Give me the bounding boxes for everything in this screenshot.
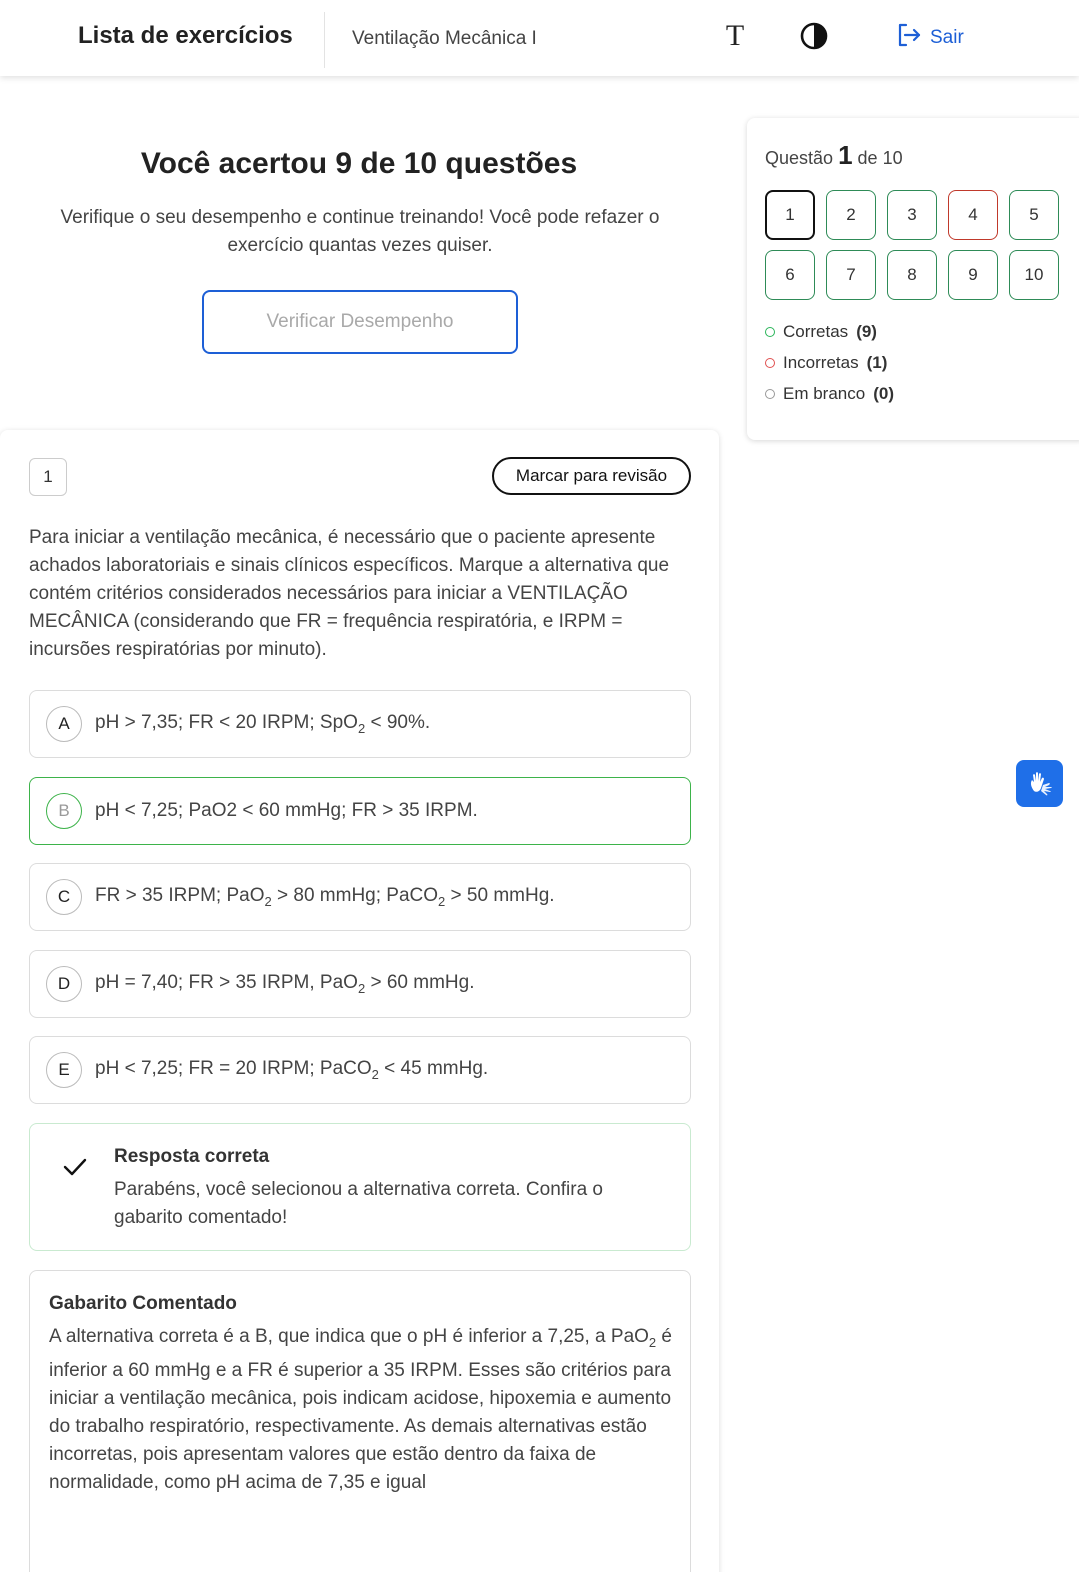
question-grid — [765, 190, 1065, 300]
legend-blank — [765, 378, 894, 409]
option-letter: D — [46, 966, 82, 1002]
wrong-dot-icon — [765, 358, 775, 368]
header-divider — [324, 12, 325, 68]
option-text-part: pH = 7,40; FR > 35 IRPM, PaO — [95, 972, 358, 994]
option-text — [95, 712, 430, 736]
option-c[interactable] — [29, 863, 691, 931]
option-text — [95, 800, 478, 822]
result-title: Resposta correta — [114, 1146, 270, 1167]
legend-wrong-count: (1) — [866, 352, 888, 372]
question-nav-2[interactable]: 2 — [826, 190, 876, 240]
option-text-part: > 80 mmHg; PaCO — [271, 885, 439, 907]
option-a[interactable] — [29, 690, 691, 758]
question-text: Para iniciar a ventilação mecânica, é necessário que o paciente apresente achados laboratoriais e sinais clínicos específicos. Marque a alternativa que contém critérios considerados necessários para iniciar a VENTILAÇÃO MECÂNICA (considerando que FR = frequência respiratória, e IRPM = incursões respiratórias por minuto). — [29, 527, 670, 660]
score-title: Você acertou 9 de 10 questões — [140, 147, 578, 180]
gabarito-text-2: é inferior a 60 mmHg e a FR é superior a 35 IRPM. Esses são critérios para iniciar a ventilação mecânica, pois indicam acidose, hipoxemia e aumento do trabalho respiratório, respectivamente. As demais alternativas estão incorretas, pois apresentam valores que estão dentro da faixa de normalidade, como pH acima de 7,35 e igual — [49, 1326, 673, 1493]
question-nav-1[interactable]: 1 — [765, 190, 815, 240]
option-e[interactable] — [29, 1036, 691, 1104]
current-question-number: 1 — [838, 140, 853, 170]
option-d[interactable] — [29, 950, 691, 1018]
logout-button[interactable] — [896, 24, 964, 52]
question-nav-10[interactable]: 10 — [1009, 250, 1059, 300]
question-prefix: Questão — [765, 148, 834, 168]
font-size-icon[interactable]: T — [725, 19, 745, 52]
page-title: Lista de exercícios — [78, 22, 293, 49]
question-nav-7[interactable]: 7 — [826, 250, 876, 300]
option-b[interactable] — [29, 777, 691, 845]
result-box — [29, 1123, 691, 1251]
option-letter: A — [46, 706, 82, 742]
gabarito-text-1: A alternativa correta é a B, que indica que o pH é inferior a 7,25, a PaO — [49, 1326, 649, 1347]
option-subscript: 2 — [357, 720, 366, 736]
sign-language-icon[interactable] — [1016, 760, 1063, 807]
question-card — [0, 430, 719, 1572]
gabarito-subscript: 2 — [648, 1334, 657, 1350]
option-text-part: pH < 7,25; FR = 20 IRPM; PaCO — [95, 1058, 372, 1080]
commented-answer — [29, 1270, 691, 1572]
logout-label: Sair — [930, 27, 964, 48]
question-counter — [765, 140, 903, 171]
question-suffix: de 10 — [857, 148, 903, 168]
question-nav-6[interactable]: 6 — [765, 250, 815, 300]
legend-correct — [765, 316, 894, 347]
blank-dot-icon — [765, 389, 775, 399]
question-number-badge: 1 — [29, 458, 67, 496]
legend-correct-label: Corretas — [783, 321, 849, 341]
option-subscript: 2 — [371, 1066, 379, 1082]
result-text: Parabéns, você selecionou a alternativa correta. Confira o gabarito comentado! — [114, 1179, 603, 1228]
correct-dot-icon — [765, 327, 775, 337]
check-icon — [62, 1156, 88, 1178]
legend-correct-count: (9) — [856, 321, 877, 341]
option-text-part: > 50 mmHg. — [445, 885, 555, 907]
mark-for-review-button[interactable]: Marcar para revisão — [492, 457, 691, 495]
legend-wrong — [765, 347, 894, 378]
top-header — [0, 0, 1079, 76]
option-text — [95, 972, 474, 996]
question-nav-8[interactable]: 8 — [887, 250, 937, 300]
option-text-part: pH > 7,35; FR < 20 IRPM; SpO — [95, 712, 358, 734]
verify-performance-button[interactable]: Verificar Desempenho — [202, 290, 518, 354]
commented-answer-text — [49, 1323, 679, 1497]
contrast-icon[interactable] — [800, 22, 828, 50]
option-text-part: FR > 35 IRPM; PaO — [95, 885, 265, 907]
question-nav-4[interactable]: 4 — [948, 190, 998, 240]
option-text — [95, 885, 555, 909]
option-subscript: 2 — [264, 893, 272, 909]
option-letter: E — [46, 1052, 82, 1088]
option-text-part: pH < 7,25; PaO2 < 60 mmHg; FR > 35 IRPM. — [95, 800, 478, 821]
option-subscript: 2 — [438, 893, 446, 909]
question-nav-5[interactable]: 5 — [1009, 190, 1059, 240]
option-text — [95, 1058, 488, 1082]
option-letter: C — [46, 879, 82, 915]
legend-blank-label: Em branco — [783, 383, 866, 403]
legend-blank-count: (0) — [873, 383, 894, 403]
question-navigator — [747, 118, 1079, 440]
score-subtitle: Verifique o seu desempenho e continue treinando! Você pode refazer o exercício quantas vezes quiser. — [60, 207, 660, 256]
question-nav-9[interactable]: 9 — [948, 250, 998, 300]
option-text-part: > 60 mmHg. — [365, 972, 475, 994]
subject-title: Ventilação Mecânica I — [352, 28, 537, 49]
legend — [765, 316, 894, 409]
option-text-part: < 90%. — [365, 712, 431, 734]
commented-answer-title: Gabarito Comentado — [49, 1293, 237, 1314]
logout-icon — [896, 22, 922, 54]
option-letter: B — [46, 793, 82, 829]
option-subscript: 2 — [357, 980, 366, 996]
legend-wrong-label: Incorretas — [783, 352, 859, 372]
question-nav-3[interactable]: 3 — [887, 190, 937, 240]
option-text-part: < 45 mmHg. — [378, 1058, 489, 1080]
